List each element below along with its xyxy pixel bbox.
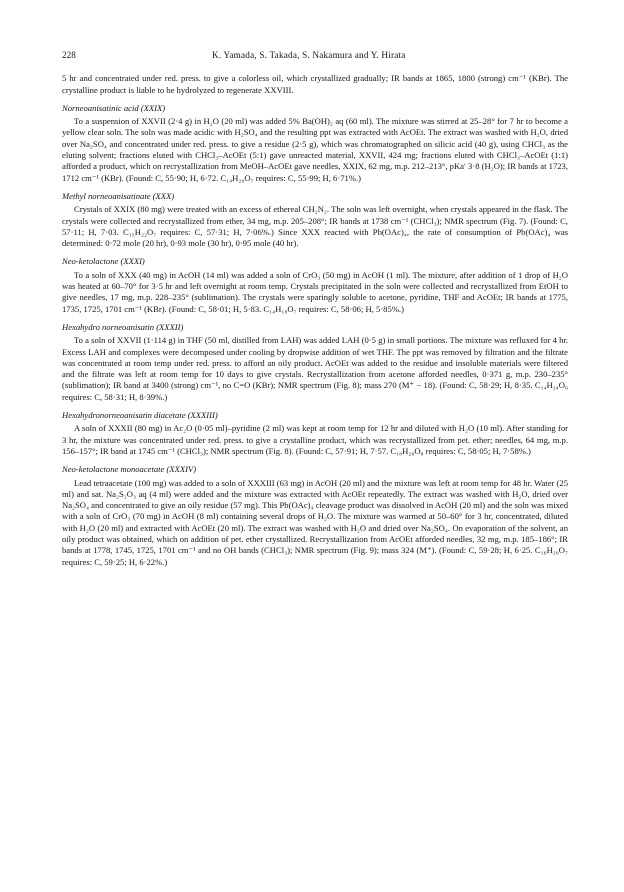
section-xxxiii [62,410,568,457]
section-body: To a suspension of XXVII (2·4 g) in H₂O (20 ml) was added 5% Ba(OH)₂ aq (60 ml). The mixture was stirred at 25–28° for 7 hr to become a yellow clear soln. The soln was made acidic with H₂SO₄ and the resulting ppt was extracted with AcOEt. The extract was washed with H₂O, dried over Na₂SO₄ and concentrated under red. press. to give a residue (2·5 g), which was chromatographed on silicic acid (40 g), using CHCl₃ as the eluting solvent; fractions eluted with CHCl₃–AcOEt (5:1) gave unreacted material, XXVII, 424 mg; fractions eluted with CHCl₃–AcOEt (1:1) afforded a product, which on recrystallization from MeOH–AcOEt gave needles, XXIX, 62 mg, m.p. 212–213°, pKa′ 3·8 (H₂O); IR bands at 1723, 1712 cm⁻¹ (KBr). (Found: C, 55·90; H, 6·72. C₁₄H₂₀O₇ requires: C, 55·99; H, 6·71%.) [62,116,568,183]
section-title: Neo-ketolactone (XXXI) [62,256,145,267]
running-header [62,50,568,61]
section-xxix [62,103,568,184]
page-number: 228 [62,50,76,60]
intro-paragraph: 5 hr and concentrated under red. press. to give a colorless oil, which crystallized gradually; IR bands at 1865, 1800 (strong) cm⁻¹ (KBr). The crystalline product is liable to be hydrolyzed to regenerate XXVIII. [62,73,568,95]
section-xxxii [62,322,568,403]
section-body: Crystals of XXIX (80 mg) were treated with an excess of ethereal CH₂N₂. The soln was left overnight, when crystals appeared in the flask. The crystals were collected and recrystallized from ether, 34 mg, m.p. 205–208°; IR bands at 1738 cm⁻¹ (CHCl₃); NMR spectrum (Fig. 7). (Found: C, 57·11; H, 7·03. C₁₅H₂₂O₇ requires: C, 57·31; H, 7·06%.) Since XXX reacted with Pb(OAc)₄, the rate of consumption of Pb(OAc)₄ was determined: 0·72 mole (20 hr), 0·93 mole (30 hr), 0·95 mole (40 hr). [62,204,568,249]
section-title: Methyl norneoanisatinate (XXX) [62,190,175,201]
author-line: K. Yamada, S. Takada, S. Nakamura and Y. Hirata [212,50,406,60]
section-body: To a soln of XXX (40 mg) in AcOH (14 ml) was added a soln of CrO₃ (50 mg) in AcOH (1 ml). The mixture, after addition of 1 drop of H₂O was heated at 60–70° for 3·5 hr and left overnight at room temp. Crystals precipitated in the soln were collected and recrystallized from EtOH to give needles, 17 mg, m.p. 228–235° (sublimation). The crystals were sparingly soluble to acetone, pyridine, THF and AcOEt; IR bands at 1775, 1735, 1725, 1701 cm⁻¹ (KBr). (Found: C, 58·01; H, 5·83. C₁₄H₁₈O₇ requires: C, 58·06; H, 5·85%.) [62,269,568,314]
section-title: Norneoanisatinic acid (XXIX) [62,102,166,113]
section-title: Neo-ketolactone monoacetate (XXXIV) [62,464,197,475]
section-title: Hexahydro norneoanisatin (XXXII) [62,321,184,332]
section-xxxi [62,256,568,314]
section-body: Lead tetraacetate (100 mg) was added to a soln of XXXIII (63 mg) in AcOH (20 ml) and the mixture was left at room temp for 48 hr. Water (25 ml) and sat. Na₂S₂O₃ aq (4 ml) were added and the mixture was extracted with AcOEt repeatedly. The extract was washed with H₂O, dried over Na₂SO₄ and concentrated to give an oily residue (57 mg). This Pb(OAc)₄ cleavage product was dissolved in AcOH (20 ml) and the soln was mixed with a soln of CrO₃ (70 mg) in AcOH (8 ml) containing several drops of H₂O. The mixture was warmed at 50–60° for 3 hr, concentrated, diluted with H₂O (20 ml) and extracted with AcOEt (20 ml). The extract was washed with H₂O and dried over Na₂SO₄. On evaporation of the solvent, an oily product was obtained, which on addition of pet. ether crystallized. Recrystallization from AcOEt afforded needles, 32 mg, m.p. 185–186°; IR bands at 1778, 1745, 1725, 1701 cm⁻¹ and no OH bands (CHCl₃); NMR spectrum (Fig. 9); mass 324 (M⁺). (Found: C, 59·28; H, 6·25. C₁₆H₂₀O₇ requires: C, 59·25; H, 6·22%.) [62,477,568,567]
section-xxx [62,191,568,249]
section-title: Hexahydronorneoanisatin diacetate (XXXIII) [62,410,218,421]
section-xxxiv [62,464,568,568]
section-body: To a soln of XXVII (1·114 g) in THF (50 ml, distilled from LAH) was added LAH (0·5 g) in small portions. The mixture was refluxed for 4 hr. Excess LAH and complexes were decomposed under cooling by dropwise addition of wet THF. The ppt was removed by filtration and the filtrate was concentrated at room temp under red. press. to afford an oily product. AcOEt was added to the residue and insoluble materials were filtered and the filtrate was left at room temp for 10 days to give crystals. Recrystallization from acetone afforded needles, 0·371 g, m.p. 230–235° (sublimation); IR band at 3400 (strong) cm⁻¹, no C=O (KBr); NMR spectrum (Fig. 8); mass 270 (M⁺ − 18). (Found: C, 58·29; H, 8·35. C₁₄H₂₄O₆ requires: C, 58·31; H, 8·39%.) [62,335,568,402]
journal-page [62,50,568,568]
section-body: A soln of XXXII (80 mg) in Ac₂O (0·05 ml)–pyridine (2 ml) was kept at room temp for 12 hr and diluted with H₂O (10 ml). After standing for 3 hr, the mixture was concentrated under red. press. to give a crystalline product, which was recrystallized from pet. ether; needles, 64 mg, m.p. 156–157°; IR band at 1745 cm⁻¹ (CHCl₃); NMR spectrum (Fig. 8). (Found: C, 57·91; H, 7·57. C₁₈H₂₈O₈ requires: C, 58·05; H, 7·58%.) [62,423,568,456]
